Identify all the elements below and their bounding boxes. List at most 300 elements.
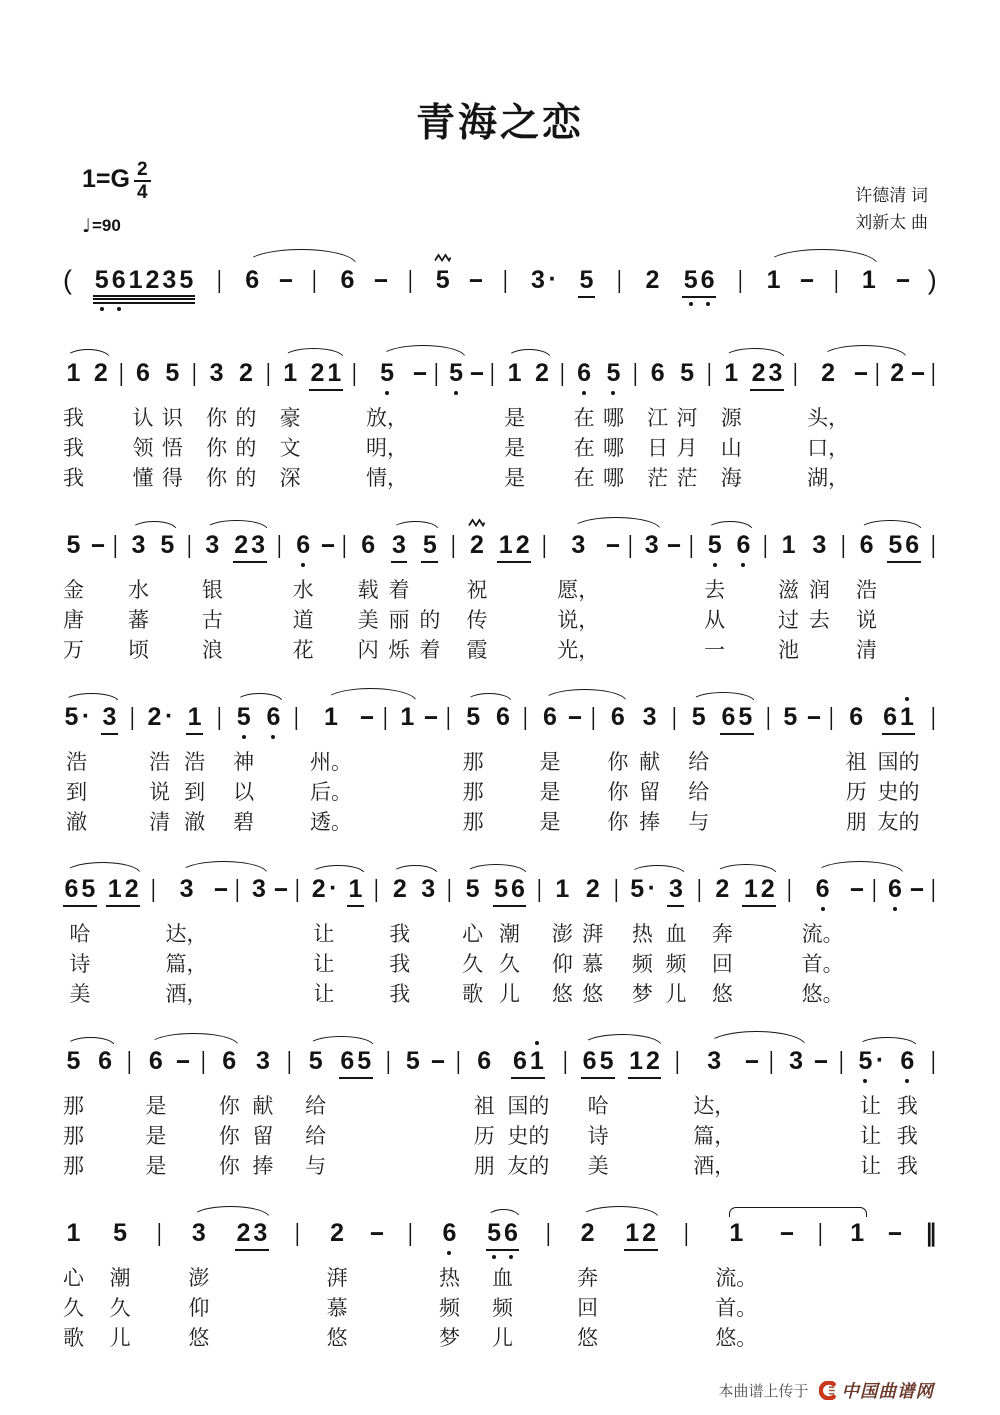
- note-column: [627, 1038, 663, 1183]
- lyric-syllable: 频: [665, 952, 687, 976]
- note-area: [489, 350, 496, 405]
- note-area: [307, 1038, 324, 1093]
- lyric-syllable: 载: [357, 578, 379, 602]
- dash: -: [813, 1046, 830, 1074]
- note-digit: 5: [888, 530, 903, 559]
- note-column: [403, 1038, 422, 1183]
- barline-column: [293, 866, 302, 1011]
- lyric-syllable: 水: [292, 578, 314, 602]
- note-group: [554, 875, 571, 903]
- note-area: [159, 522, 176, 577]
- lyric-syllable: 久: [63, 1296, 84, 1320]
- score-body: [0, 237, 1000, 1355]
- note-column: [201, 522, 224, 667]
- note-area: [743, 1038, 760, 1093]
- lyric-syllable: 悠: [551, 982, 573, 1006]
- note-column: [638, 694, 661, 839]
- dash: -: [799, 265, 816, 293]
- note-area: [373, 866, 380, 921]
- note-group: [190, 1219, 207, 1247]
- barline: |: [386, 1046, 391, 1075]
- lyric-syllable: 哈: [69, 922, 91, 946]
- lyric-syllable: 丽: [388, 608, 410, 632]
- lyric-syllable: 澈: [184, 810, 206, 834]
- barline-column: [736, 257, 745, 312]
- barline-column: [544, 1210, 553, 1355]
- barline: |: [446, 702, 452, 731]
- note-column: [62, 866, 98, 1011]
- note-column: [681, 257, 717, 312]
- note-digit: 6: [266, 702, 281, 731]
- note-group: [434, 266, 451, 294]
- note-area: [476, 1038, 493, 1093]
- note-area: [541, 522, 548, 577]
- note-column: [309, 694, 353, 839]
- note-column: [720, 350, 743, 495]
- lyric-syllable: 江: [647, 406, 669, 430]
- note-area: [930, 694, 937, 749]
- note-area: [780, 522, 797, 577]
- note-group: [882, 703, 916, 735]
- note-digit: 2: [645, 265, 660, 294]
- lyric-syllable: 歌: [63, 1326, 84, 1350]
- barline-column: [454, 1038, 463, 1183]
- meter-denominator: 4: [136, 182, 148, 204]
- note-area: [887, 1210, 904, 1265]
- lyric-syllable: 友的: [507, 1154, 550, 1178]
- note-column: [887, 1210, 904, 1355]
- barline-column: [631, 350, 640, 495]
- note-digit: 6: [736, 530, 751, 559]
- note-area: [360, 522, 377, 577]
- barline: |: [351, 358, 357, 387]
- note-area: [412, 350, 429, 405]
- note-digit: 1: [507, 358, 522, 387]
- note-digit: 5: [94, 265, 109, 294]
- note-area: [191, 350, 198, 405]
- note-digit: 5: [707, 530, 722, 559]
- note-area: [97, 1038, 114, 1093]
- key-tonality: 1=G: [82, 164, 130, 193]
- note-area: [276, 522, 283, 577]
- note-area: [683, 1210, 690, 1265]
- note-column: [251, 1038, 274, 1183]
- barline: |: [688, 530, 694, 559]
- note-column: [877, 694, 921, 839]
- note-group: [679, 359, 696, 387]
- note-digit: 5: [236, 702, 251, 731]
- dash: -: [567, 702, 584, 730]
- dash: -: [272, 874, 289, 902]
- note-column: [692, 1038, 736, 1183]
- note-area: [616, 257, 623, 312]
- music-system: [62, 1038, 938, 1183]
- barline-column: [785, 866, 794, 1011]
- barline-column: [929, 866, 938, 1011]
- augmentation-dot: ·: [81, 701, 91, 730]
- note-digit: 3: [421, 874, 436, 903]
- note-area: [799, 257, 816, 312]
- note-group: [235, 1219, 269, 1251]
- barline-column: [406, 257, 415, 312]
- music-system: [62, 522, 938, 667]
- system-row: [62, 257, 938, 312]
- note-group: [629, 875, 646, 903]
- barline-column: [929, 694, 938, 839]
- note-group: [469, 531, 486, 559]
- note-area: [584, 866, 601, 921]
- lyric-syllable: 在: [573, 406, 595, 430]
- note-area: [848, 694, 865, 749]
- dash: -: [849, 874, 866, 902]
- dash: -: [778, 1218, 795, 1246]
- lyric-syllable: 池: [778, 638, 800, 662]
- note-digit: 6: [442, 1218, 457, 1247]
- lyric-syllable: 着: [388, 578, 410, 602]
- note-group: [420, 875, 437, 903]
- composer-credit: 刘新太 曲: [855, 213, 928, 233]
- note-group: [399, 703, 416, 731]
- lyric-syllable: 让: [313, 952, 335, 976]
- note-area: [221, 1038, 238, 1093]
- barline-column: [275, 522, 284, 667]
- note-digit: 6: [582, 1046, 597, 1075]
- note-digit: 6: [859, 530, 874, 559]
- note-digit: 3: [253, 1218, 268, 1247]
- lyric-syllable: 久: [109, 1296, 131, 1320]
- barline-column: [149, 866, 158, 1011]
- note-area: [421, 522, 438, 577]
- barline-column: [558, 350, 567, 495]
- note-area: [786, 866, 793, 921]
- note-column: [859, 257, 878, 312]
- note-area: [455, 1038, 462, 1093]
- note-group: [250, 875, 267, 903]
- note-column: [628, 866, 657, 1011]
- note-area: [682, 257, 716, 312]
- note-group: [379, 359, 396, 387]
- note-group: [541, 703, 558, 731]
- note-area: [667, 866, 684, 921]
- note-area: [391, 522, 408, 577]
- lyric-syllable: 悠: [326, 1326, 348, 1350]
- lyric-syllable: 我: [63, 466, 84, 490]
- note-column: [908, 866, 925, 1011]
- note-area: [399, 694, 416, 749]
- note-digit: 3: [102, 702, 117, 731]
- note-group: [63, 875, 97, 907]
- lyric-syllable: 国的: [877, 750, 920, 774]
- lyric-syllable: 频: [631, 952, 653, 976]
- site-logo-name: 中国曲谱网: [841, 1381, 934, 1401]
- barline-column: [350, 350, 359, 495]
- lyric-syllable: 我: [63, 406, 84, 430]
- note-area: [295, 522, 312, 577]
- note-group: [93, 266, 194, 304]
- note-digit: 3: [205, 530, 220, 559]
- note-group: [644, 266, 661, 294]
- lyric-syllable: 奔: [577, 1266, 599, 1290]
- note-column: [493, 694, 512, 839]
- lyric-syllable: 的: [235, 436, 257, 460]
- note-area: [820, 350, 837, 405]
- barline: |: [235, 874, 241, 903]
- note-area: [737, 257, 744, 312]
- note-digit: 5: [691, 702, 706, 731]
- note-area: [420, 866, 437, 921]
- note-area: [407, 257, 414, 312]
- lyric-syllable: 道: [292, 608, 314, 632]
- barline: |: [186, 530, 192, 559]
- note-group: [605, 359, 622, 387]
- note-group: [360, 531, 377, 559]
- note-area: [874, 350, 881, 405]
- dash: -: [909, 358, 926, 386]
- note-area: [511, 1038, 545, 1093]
- note-group: [494, 703, 511, 731]
- note-area: [190, 1210, 207, 1265]
- lyric-syllable: 儿: [498, 982, 520, 1006]
- barline-column: [791, 350, 800, 495]
- note-area: [778, 1210, 795, 1265]
- note-group: [235, 703, 252, 731]
- lyric-syllable: 浩: [856, 578, 878, 602]
- lyric-syllable: 头，: [807, 406, 850, 430]
- note-group: [706, 531, 723, 559]
- note-column: [496, 522, 532, 667]
- note-area: [112, 522, 119, 577]
- lyric-syllable: 着: [419, 638, 441, 662]
- lyric-syllable: 慕: [582, 952, 604, 976]
- note-digit: 1: [729, 1218, 744, 1247]
- note-area: [235, 1210, 269, 1265]
- note-area: [762, 522, 769, 577]
- lyric-syllable: 捧: [639, 810, 661, 834]
- dash: -: [412, 358, 429, 386]
- note-group: [146, 703, 163, 731]
- lyric-syllable: 仰: [188, 1296, 210, 1320]
- barline-column: [185, 522, 194, 667]
- note-group: [106, 875, 140, 907]
- note-area: [860, 257, 877, 312]
- lyric-syllable: 豪: [279, 406, 301, 430]
- note-column: [243, 257, 262, 312]
- dash: -: [665, 530, 682, 558]
- music-system: [62, 866, 938, 1011]
- barline: |: [762, 530, 768, 559]
- lyric-syllable: 茫: [647, 466, 669, 490]
- lyric-syllable: 那: [462, 780, 484, 804]
- note-column: [365, 350, 409, 495]
- note-digit: 5: [683, 265, 698, 294]
- note-column: [272, 866, 289, 1011]
- note-group: [307, 1047, 324, 1075]
- lyric-syllable: 频: [491, 1296, 513, 1320]
- dash: -: [373, 265, 390, 293]
- note-group: [814, 875, 831, 903]
- note-column: [538, 694, 561, 839]
- lyric-syllable: 你: [206, 466, 228, 490]
- lyric-syllable: 悠: [577, 1326, 599, 1350]
- note-digit: 6: [98, 1046, 113, 1075]
- barline-column: [449, 522, 458, 667]
- note-digit: 3: [707, 1046, 722, 1075]
- lyric-syllable: 让: [860, 1154, 882, 1178]
- barline: |: [150, 874, 156, 903]
- note-area: [750, 350, 784, 405]
- lyric-syllable: 浩: [184, 750, 206, 774]
- note-digit: 2: [238, 358, 253, 387]
- note-group: [578, 266, 595, 298]
- note-column: [462, 694, 485, 839]
- lyric-syllable: 你: [218, 1124, 240, 1148]
- note-group: [899, 1047, 916, 1075]
- barline: |: [295, 874, 300, 903]
- note-area: [605, 350, 622, 405]
- note-digit: 2: [234, 530, 249, 559]
- note-area: [671, 694, 678, 749]
- barline: |: [342, 530, 348, 559]
- lyric-syllable: 浪: [201, 638, 223, 662]
- note-digit: 3: [812, 530, 827, 559]
- lyric-syllable: 文: [279, 436, 301, 460]
- note-area: [742, 866, 776, 921]
- note-area: [465, 694, 482, 749]
- note-area: [129, 694, 136, 749]
- note-group: [244, 266, 261, 294]
- note-area: [294, 1210, 301, 1265]
- note-column: [62, 694, 91, 839]
- note-column: [62, 1210, 85, 1355]
- note-group: [329, 1219, 346, 1247]
- note-area: [814, 866, 831, 921]
- note-area: [208, 350, 225, 405]
- note-area: [339, 257, 356, 312]
- note-digit: 6: [900, 1046, 915, 1075]
- lyric-syllable: 让: [313, 982, 335, 1006]
- note-digit: 1: [348, 874, 363, 903]
- note-group: [421, 531, 438, 563]
- note-area: [407, 1210, 414, 1265]
- note-area: [319, 522, 336, 577]
- note-group: [742, 875, 776, 907]
- note-column: [805, 694, 822, 839]
- music-system: [62, 350, 938, 495]
- note-group: [448, 359, 465, 387]
- note-area: [641, 694, 658, 749]
- note-digit: 1: [861, 265, 876, 294]
- note-column: [741, 866, 777, 1011]
- note-group: [570, 531, 587, 559]
- note-area: [649, 350, 666, 405]
- note-column: [551, 866, 574, 1011]
- note-column: [412, 350, 429, 495]
- barline: |: [931, 1046, 937, 1075]
- tempo-value: =90: [91, 215, 121, 235]
- note-column: [387, 522, 410, 667]
- lyric-syllable: 给: [305, 1094, 327, 1118]
- lyric-syllable: 频: [438, 1296, 460, 1320]
- note-digit: 1: [66, 358, 81, 387]
- note-area: [309, 350, 343, 405]
- note-digit: 3: [531, 265, 545, 294]
- note-group: [584, 875, 601, 903]
- lyric-syllable: 悠: [582, 982, 604, 1006]
- note-column: [264, 694, 283, 839]
- note-area: [329, 1210, 346, 1265]
- note-area: [213, 866, 229, 921]
- note-area: [849, 866, 866, 921]
- note-column: [777, 522, 800, 667]
- lyric-syllable: 儿: [491, 1326, 513, 1350]
- barline: |: [559, 358, 565, 387]
- note-digit: 5: [380, 358, 394, 387]
- note-column: [855, 522, 878, 667]
- note-digit: 1: [781, 530, 796, 559]
- lyric-syllable: 说: [149, 780, 171, 804]
- lyric-syllable: 那: [462, 810, 484, 834]
- lyric-syllable: 澈: [66, 810, 88, 834]
- note-area: [765, 257, 782, 312]
- note-group: [233, 531, 267, 563]
- lyric-syllable: 碧: [233, 810, 255, 834]
- note-group: [728, 1219, 745, 1247]
- lyric-syllable: 篇，: [165, 952, 208, 976]
- note-column: [461, 866, 484, 1011]
- note-digit: 1: [529, 1046, 544, 1075]
- note-digit: 3: [191, 1218, 206, 1247]
- barline: |: [684, 1218, 689, 1247]
- lyric-syllable: 哪: [602, 406, 624, 430]
- lyric-syllable: 唐: [63, 608, 84, 632]
- note-group: [339, 1047, 373, 1079]
- note-group: [609, 703, 626, 731]
- note-column: [468, 257, 485, 312]
- note-group: [339, 266, 356, 294]
- note-area: [63, 257, 72, 312]
- barline: |: [129, 702, 135, 731]
- note-digit: 5: [113, 1218, 128, 1247]
- note-group: [465, 703, 482, 731]
- lyric-syllable: 澎: [551, 922, 573, 946]
- note-group: [347, 875, 364, 907]
- note-digit: 6: [222, 1046, 237, 1075]
- note-area: [578, 257, 595, 312]
- note-area: [373, 257, 390, 312]
- lyric-syllable: 滋: [778, 578, 800, 602]
- note-area: [146, 694, 173, 749]
- note-column: [398, 694, 417, 839]
- note-group: [112, 1219, 129, 1247]
- note-column: [623, 1210, 659, 1355]
- barline: |: [502, 265, 508, 294]
- lyric-syllable: 是: [145, 1154, 167, 1178]
- note-column: [856, 1038, 885, 1183]
- note-column: [642, 522, 661, 667]
- barline-column: [673, 1038, 682, 1183]
- note-column: [319, 522, 336, 667]
- note-column: [492, 866, 528, 1011]
- note-area: [294, 866, 301, 921]
- note-area: [446, 866, 453, 921]
- note-column: [232, 522, 268, 667]
- note-digit: 6: [340, 265, 355, 294]
- note-area: [379, 350, 396, 405]
- barline-column: [816, 1210, 825, 1355]
- note-digit: 1: [498, 530, 513, 559]
- note-area: [536, 866, 543, 921]
- barline-column: [839, 522, 848, 667]
